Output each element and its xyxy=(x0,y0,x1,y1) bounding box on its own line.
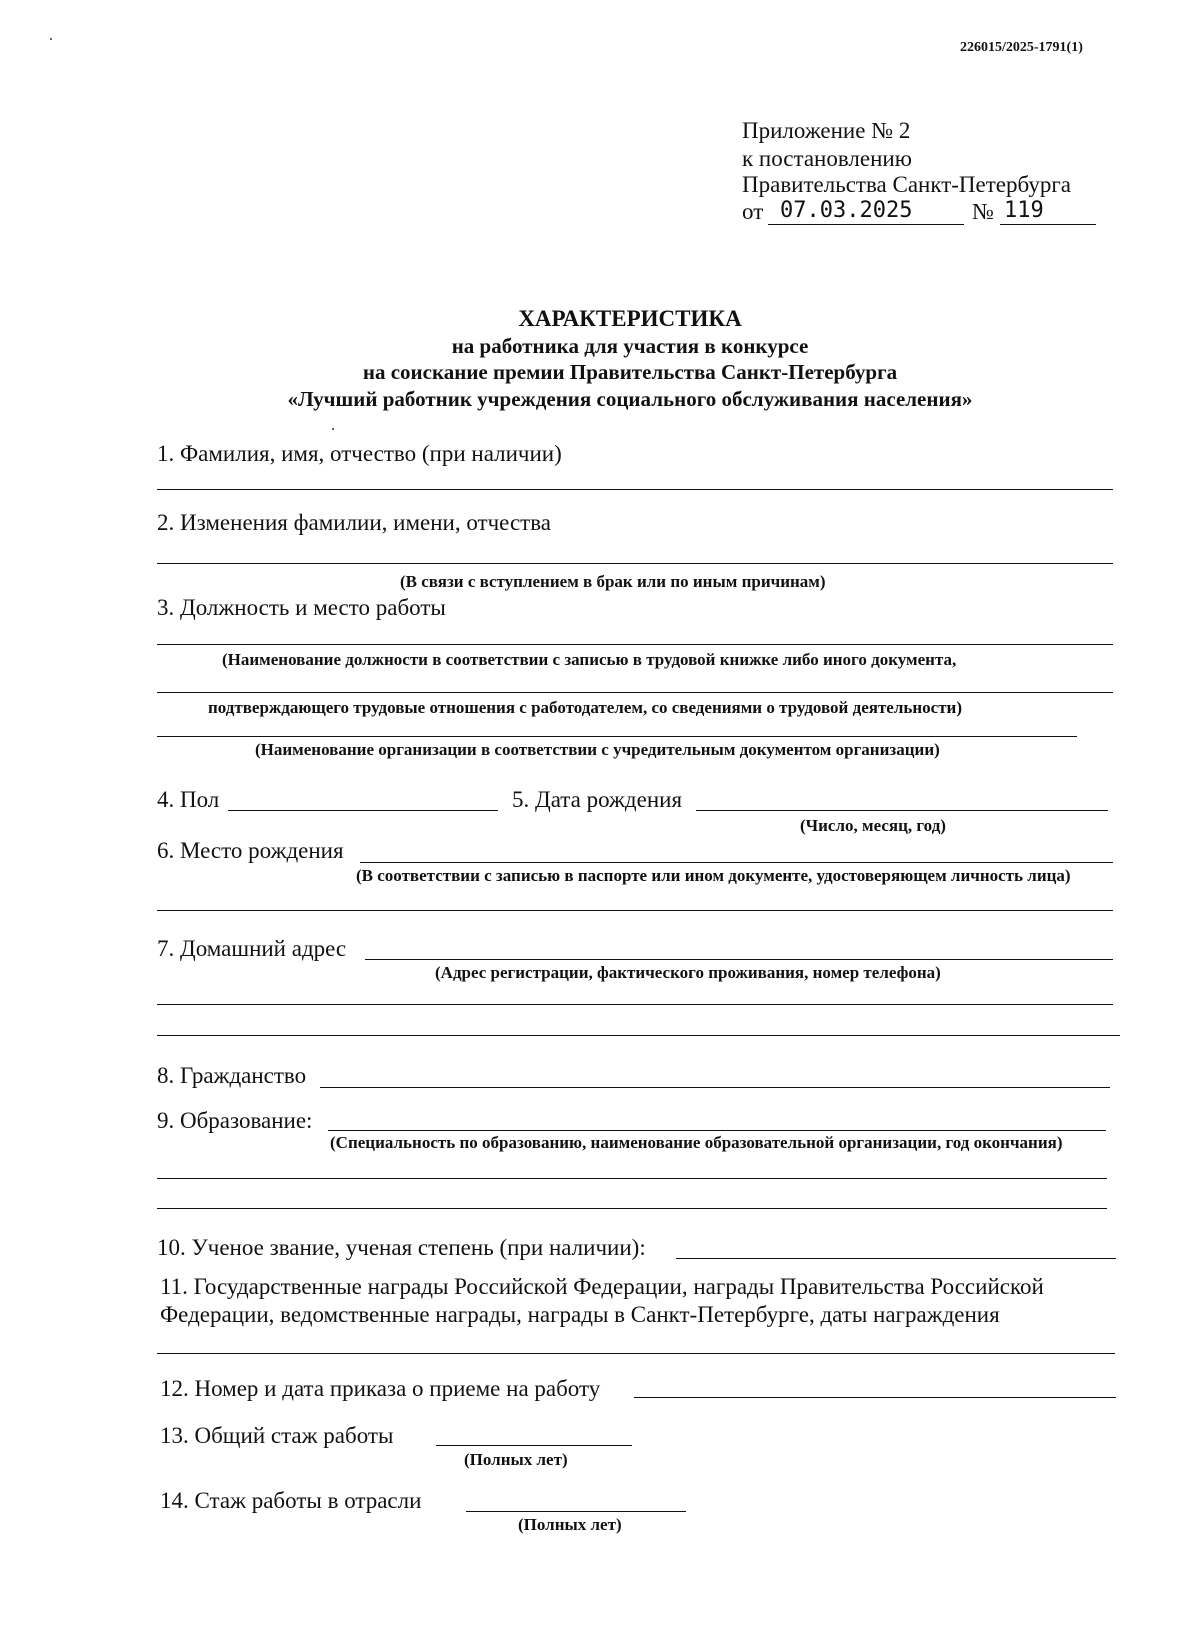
appendix-line-3: Правительства Санкт-Петербурга xyxy=(742,172,1071,197)
field-7-label: 7. Домашний адрес xyxy=(157,936,347,961)
field-7-line-2[interactable] xyxy=(157,1004,1113,1005)
field-14-line[interactable] xyxy=(466,1511,686,1512)
field-3-caption-2: подтверждающего трудовые отношения с работодателем, со сведениями о трудовой деятельности) xyxy=(208,698,963,717)
field-9-caption: (Специальность по образованию, наименование образовательной организации, год окончания) xyxy=(330,1133,1063,1152)
field-5-line[interactable] xyxy=(696,810,1108,811)
document-id: 226015/2025-1791(1) xyxy=(960,40,1083,55)
title-line-3: на соискание премии Правительства Санкт-Петербурга xyxy=(362,360,898,384)
field-1-line[interactable] xyxy=(157,489,1113,490)
field-12-label: 12. Номер и дата приказа о приеме на работу xyxy=(160,1376,601,1401)
field-3-caption-1: (Наименование должности в соответствии с записью в трудовой книжке либо иного документа, xyxy=(222,650,957,669)
field-7-caption: (Адрес регистрации, фактического проживания, номер телефона) xyxy=(435,963,941,982)
date-underline xyxy=(768,224,964,225)
field-7-line-1[interactable] xyxy=(365,959,1113,960)
field-11-label-line-1: 11. Государственные награды Российской Федерации, награды Правительства Российской xyxy=(160,1274,1044,1299)
field-5-caption: (Число, месяц, год) xyxy=(800,816,946,835)
decree-date: 07.03.2025 xyxy=(780,198,913,223)
field-3-line-2[interactable] xyxy=(157,692,1113,693)
field-6-label: 6. Место рождения xyxy=(157,838,344,863)
scan-dot xyxy=(50,38,52,40)
field-8-label: 8. Гражданство xyxy=(157,1063,307,1088)
field-1-label: 1. Фамилия, имя, отчество (при наличии) xyxy=(157,441,562,466)
appendix-from-label: от xyxy=(742,199,764,224)
field-11-label-line-2: Федерации, ведомственные награды, награды в Санкт-Петербурге, даты награждения xyxy=(160,1302,1000,1327)
field-5-label: 5. Дата рождения xyxy=(512,787,683,812)
field-6-caption: (В соответствии с записью в паспорте или ином документе, удостоверяющем личность лица) xyxy=(356,866,1071,885)
field-3-line-3[interactable] xyxy=(157,736,1077,737)
field-13-caption: (Полных лет) xyxy=(464,1450,568,1469)
field-9-label: 9. Образование: xyxy=(157,1108,313,1133)
field-2-caption: (В связи с вступлением в брак или по иным причинам) xyxy=(400,572,826,591)
field-3-caption-3: (Наименование организации в соответствии с учредительным документом организации) xyxy=(255,740,940,759)
appendix-line-1: Приложение № 2 xyxy=(742,118,911,143)
field-8-line[interactable] xyxy=(320,1087,1110,1088)
number-underline xyxy=(1000,224,1096,225)
field-6-line-1[interactable] xyxy=(360,862,1113,863)
field-4-line[interactable] xyxy=(228,810,498,811)
field-2-label: 2. Изменения фамилии, имени, отчества xyxy=(157,510,551,535)
title-line-2: на работника для участия в конкурсе xyxy=(451,334,809,358)
field-3-line-1[interactable] xyxy=(157,644,1113,645)
field-11-line[interactable] xyxy=(157,1353,1115,1354)
field-2-line[interactable] xyxy=(157,563,1113,564)
appendix-line-2: к постановлению xyxy=(742,146,912,171)
field-9-line-3[interactable] xyxy=(157,1208,1107,1209)
field-7-line-3[interactable] xyxy=(157,1035,1120,1036)
field-9-line-1[interactable] xyxy=(328,1130,1106,1131)
document-title: ХАРАКТЕРИСТИКА xyxy=(518,306,742,331)
field-4-label: 4. Пол xyxy=(157,787,220,812)
field-14-label: 14. Стаж работы в отрасли xyxy=(160,1488,422,1513)
field-9-line-2[interactable] xyxy=(157,1178,1107,1179)
appendix-number-label: № xyxy=(972,199,994,224)
field-10-line[interactable] xyxy=(676,1258,1116,1259)
field-12-line[interactable] xyxy=(634,1397,1116,1398)
field-3-label: 3. Должность и место работы xyxy=(157,595,446,620)
field-6-line-2[interactable] xyxy=(157,910,1113,911)
field-14-caption: (Полных лет) xyxy=(518,1515,622,1534)
scan-dot xyxy=(332,428,334,430)
field-13-line[interactable] xyxy=(436,1445,632,1446)
field-10-label: 10. Ученое звание, ученая степень (при наличии): xyxy=(157,1235,646,1260)
title-line-4: «Лучший работник учреждения социального обслуживания населения» xyxy=(287,387,973,411)
field-13-label: 13. Общий стаж работы xyxy=(160,1423,394,1448)
decree-number: 119 xyxy=(1004,198,1044,223)
